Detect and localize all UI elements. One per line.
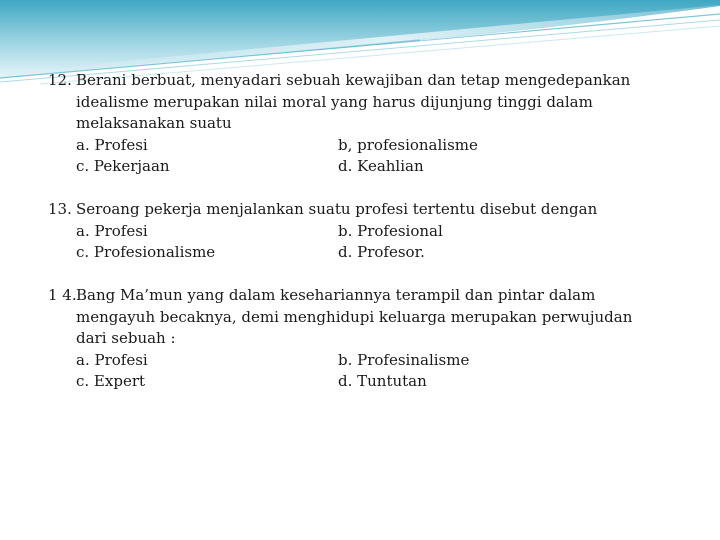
option-d: d. Tuntutan (338, 372, 427, 391)
question-text: Berani berbuat, menyadari sebuah kewajiban dan tetap mengedepankan idealisme merupakan nilai moral yang harus dijunjung tinggi dalam melaksanakan suatu (76, 71, 631, 133)
question-number: 12. (48, 71, 72, 89)
option-a: a. Profesi (76, 135, 148, 154)
option-c: c. Expert (76, 372, 146, 391)
question-text: Bang Ma’mun yang dalam kesehariannya terampil dan pintar dalam mengayuh becaknya, demi menghidupi keluarga merupakan perwujudan dari sebuah : (76, 286, 633, 348)
question-number: 13. (48, 200, 72, 218)
option-b: b, profesionalisme (338, 135, 478, 154)
option-b: b. Profesional (338, 221, 443, 240)
question-text: Seroang pekerja menjalankan suatu profesi tertentu disebut dengan (76, 200, 598, 218)
option-d: d. Keahlian (338, 157, 424, 176)
option-a: a. Profesi (76, 350, 148, 369)
option-c: c. Pekerjaan (76, 157, 170, 176)
option-b: b. Profesinalisme (338, 350, 470, 369)
question-number: 1 4. (48, 286, 77, 304)
option-c: c. Profesionalisme (76, 243, 216, 262)
option-d: d. Profesor. (338, 243, 425, 262)
option-a: a. Profesi (76, 221, 148, 240)
